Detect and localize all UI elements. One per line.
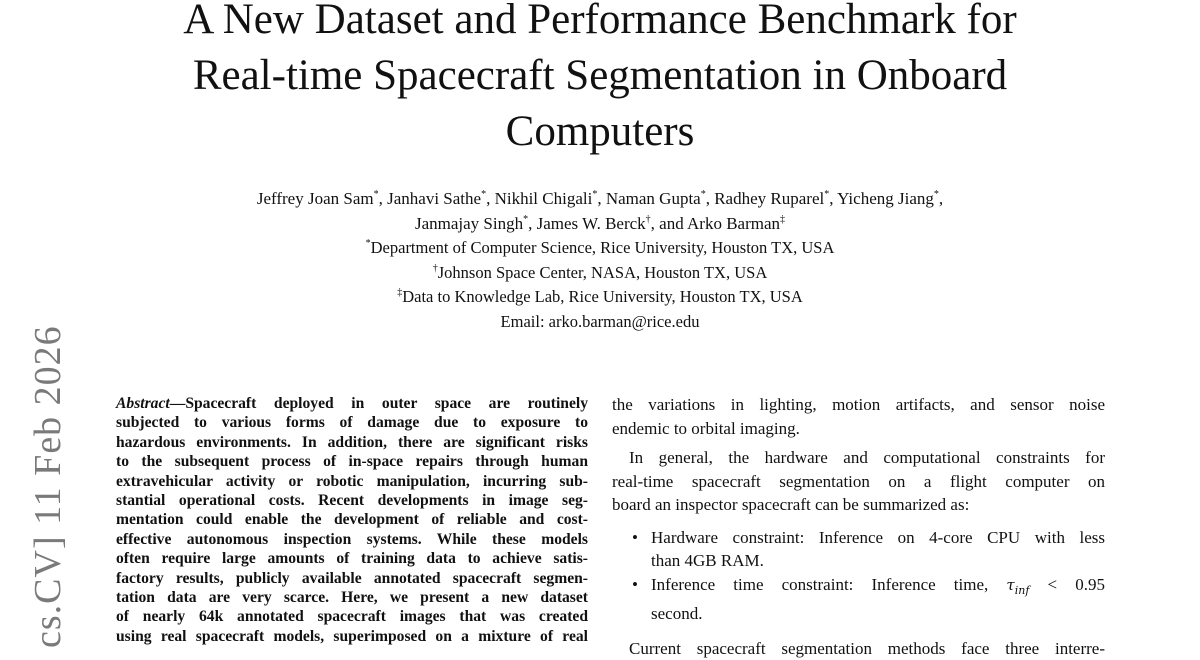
email: Email: arko.barman@rice.edu — [100, 310, 1100, 335]
author-separator: , and — [651, 214, 687, 233]
list-item — [612, 526, 1105, 573]
arxiv-stamp: cs.CV] 11 Feb 2026 — [28, 325, 68, 648]
author-separator: , — [829, 189, 837, 208]
affiliation-mark: † — [433, 263, 438, 274]
body-line: Current spacecraft segmentation methods face three interre- — [612, 637, 1105, 660]
math-symbol — [1006, 576, 1029, 594]
bullet-icon: • — [632, 526, 638, 550]
author-name: Janmajay Singh — [415, 214, 523, 233]
list-item — [612, 573, 1105, 626]
title-line: A New Dataset and Performance Benchmark for — [100, 0, 1100, 48]
affiliation-text: Department of Computer Science, Rice University, Houston TX, USA — [371, 238, 835, 257]
math-tau: τ — [1006, 576, 1014, 594]
author-separator: , — [597, 189, 606, 208]
title-line: Computers — [100, 104, 1100, 160]
author-mark: † — [646, 214, 651, 225]
author-name: Yicheng Jiang — [837, 189, 934, 208]
affiliation-mark: ‡ — [397, 287, 402, 298]
abstract-line: effective autonomous inspection systems. While these models — [116, 530, 588, 549]
abstract-line — [116, 394, 588, 413]
author-name: Radhey Ruparel — [714, 189, 824, 208]
author-name: Jeffrey Joan Sam — [257, 189, 374, 208]
author-name: Naman Gupta — [606, 189, 701, 208]
abstract-line: factory results, publicly available annotated spacecraft segmen- — [116, 569, 588, 588]
abstract-dash: — — [170, 395, 186, 412]
affiliation-text: Data to Knowledge Lab, Rice University, Houston TX, USA — [402, 287, 803, 306]
math-subscript: inf — [1015, 584, 1030, 597]
author-name: Nikhil Chigali — [495, 189, 593, 208]
author-line — [100, 187, 1100, 212]
author-separator: , — [939, 189, 943, 208]
body-line: the variations in lighting, motion artifacts, and sensor noise — [612, 393, 1105, 417]
author-mark: * — [523, 214, 528, 225]
list-text: Inference time constraint: Inference time, — [651, 575, 988, 594]
abstract — [116, 394, 588, 646]
abstract-line: to the subsequent process of in-space repairs through human — [116, 452, 588, 471]
author-name: Janhavi Sathe — [387, 189, 481, 208]
title-line: Real-time Spacecraft Segmentation in Onboard — [100, 48, 1100, 104]
abstract-line: of nearly 64k annotated spacecraft images that was created — [116, 607, 588, 626]
author-name: Arko Barman — [687, 214, 780, 233]
author-mark: * — [481, 189, 486, 200]
author-block — [100, 187, 1100, 334]
abstract-line: hazardous environments. In addition, there are significant risks — [116, 433, 588, 452]
bullet-icon: • — [632, 573, 638, 597]
abstract-line: using real spacecraft models, superimposed on a mixture of real — [116, 627, 588, 646]
abstract-text: Spacecraft deployed in outer space are routinely — [185, 395, 588, 412]
author-mark: ‡ — [780, 214, 785, 225]
abstract-line: extravehicular activity or robotic manipulation, incurring sub- — [116, 472, 588, 491]
affiliation-text: Johnson Space Center, NASA, Houston TX, USA — [438, 263, 767, 282]
affiliation-mark: * — [366, 238, 371, 249]
abstract-line: tation data are very scarce. Here, we present a new dataset — [116, 588, 588, 607]
author-name: James W. Berck — [537, 214, 646, 233]
author-mark: * — [824, 189, 829, 200]
abstract-label: Abstract — [116, 395, 170, 412]
author-mark: * — [592, 189, 597, 200]
abstract-line: subjected to various forms of damage due to exposure to — [116, 413, 588, 432]
author-mark: * — [934, 189, 939, 200]
author-separator: , — [528, 214, 537, 233]
paragraph — [612, 637, 1105, 660]
body-line: In general, the hardware and computational constraints for — [612, 446, 1105, 470]
paper-title — [100, 0, 1100, 160]
author-mark: * — [374, 189, 379, 200]
list-line: than 4GB RAM. — [651, 549, 1105, 573]
abstract-line: often require large amounts of training data to achieve satis- — [116, 549, 588, 568]
author-mark: * — [701, 189, 706, 200]
list-line: second. — [651, 602, 1105, 626]
constraint-list — [612, 526, 1105, 626]
list-line: Hardware constraint: Inference on 4-core CPU with less — [651, 526, 1105, 550]
affiliation — [100, 236, 1100, 261]
abstract-line: mentation could enable the development of reliable and cost- — [116, 510, 588, 529]
body-column-right — [612, 393, 1105, 660]
author-separator: , — [379, 189, 388, 208]
list-text: < 0.95 — [1048, 575, 1105, 594]
body-line: board an inspector spacecraft can be summarized as: — [612, 493, 1105, 517]
paragraph — [612, 446, 1105, 517]
list-line — [651, 573, 1105, 603]
author-line — [100, 212, 1100, 237]
author-separator: , — [486, 189, 495, 208]
affiliation — [100, 285, 1100, 310]
affiliation — [100, 261, 1100, 286]
body-line: endemic to orbital imaging. — [612, 417, 1105, 441]
author-separator: , — [706, 189, 715, 208]
body-line: real-time spacecraft segmentation on a flight computer on — [612, 470, 1105, 494]
abstract-line: stantial operational costs. Recent developments in image seg- — [116, 491, 588, 510]
